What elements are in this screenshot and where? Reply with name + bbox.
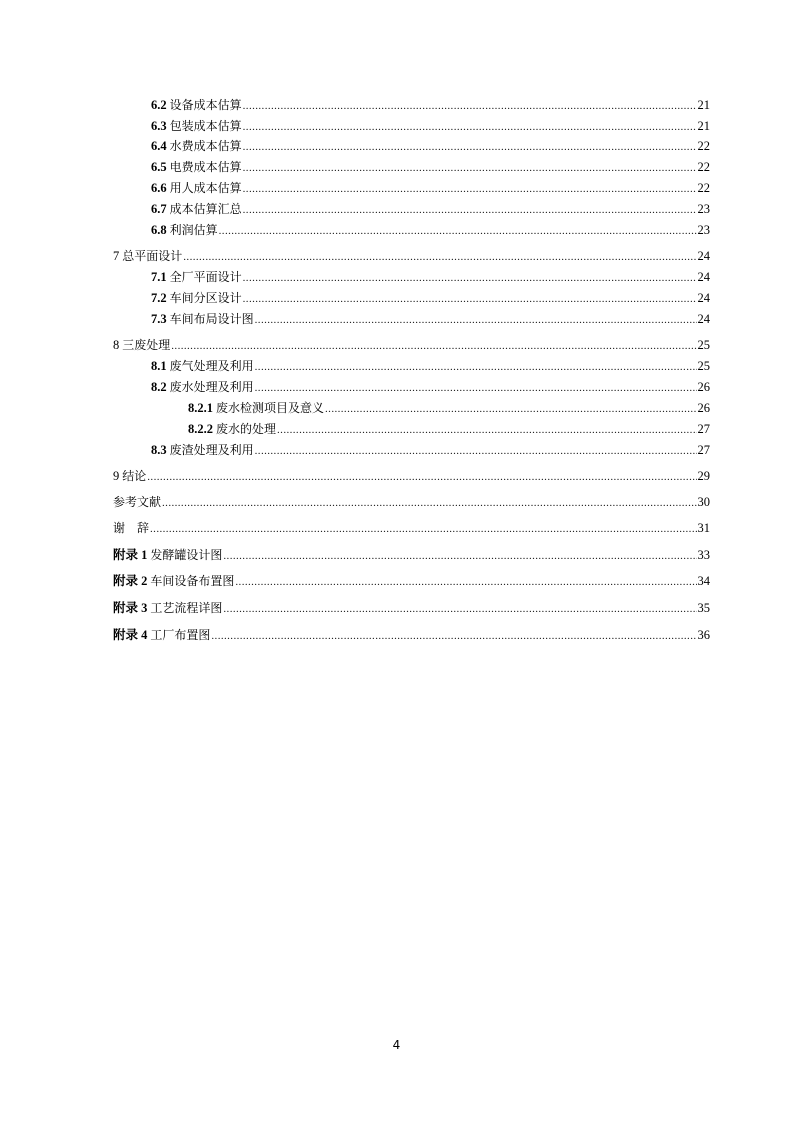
toc-entry-title: 设备成本估算 [169, 98, 242, 112]
toc-entry-number: 7.3 [151, 312, 167, 326]
toc-entry-number: 8.2.2 [188, 422, 213, 436]
toc-entry-page: 27 [697, 422, 710, 436]
toc-entry[interactable] [151, 158, 710, 176]
toc-entry-title: 车间分区设计 [169, 291, 242, 305]
toc-entry[interactable] [151, 179, 710, 197]
toc-entry-page: 24 [697, 270, 710, 284]
toc-dot-leader [171, 337, 696, 355]
toc-entry-title: 车间设备布置图 [150, 574, 235, 588]
toc-entry[interactable] [188, 420, 710, 438]
toc-entry-title: 工艺流程详图 [150, 601, 223, 615]
toc-entry-page: 26 [697, 380, 710, 394]
toc-dot-leader [211, 627, 696, 645]
toc-entry-title: 废水的处理 [216, 422, 277, 436]
toc-entry-title: 包装成本估算 [169, 119, 242, 133]
toc-entry-number: 7.2 [151, 291, 167, 305]
toc-entry[interactable] [151, 378, 710, 396]
toc-entry-page: 33 [697, 548, 710, 562]
toc-entry-title: 废水检测项目及意义 [216, 401, 325, 415]
toc-entry-number: 6.2 [151, 98, 167, 112]
toc-entry-page: 25 [697, 338, 710, 352]
toc-entry[interactable] [113, 467, 710, 485]
toc-dot-leader [255, 358, 697, 376]
toc-entry-number: 8 [113, 338, 120, 352]
toc-entry-title: 三废处理 [122, 338, 171, 352]
toc-entry-number: 8.3 [151, 443, 167, 457]
toc-entry-number: 6.6 [151, 181, 167, 195]
toc-entry[interactable] [151, 357, 710, 375]
toc-entry-title: 水费成本估算 [169, 139, 242, 153]
toc-entry[interactable] [113, 546, 710, 564]
toc-entry-title: 利润估算 [169, 223, 218, 237]
toc-entry[interactable] [188, 399, 710, 417]
toc-entry-title: 工厂布置图 [150, 628, 211, 642]
toc-entry[interactable] [113, 626, 710, 644]
toc-entry-number: 7 [113, 249, 120, 263]
toc-entry-page: 24 [697, 291, 710, 305]
toc-entry[interactable] [113, 247, 710, 265]
toc-dot-leader [235, 573, 696, 591]
toc-entry[interactable] [113, 599, 710, 617]
toc-dot-leader [255, 442, 697, 460]
toc-dot-leader [243, 159, 697, 177]
toc-entry[interactable] [113, 519, 710, 537]
toc-entry-title: 成本估算汇总 [169, 202, 242, 216]
toc-dot-leader [277, 421, 696, 439]
toc-dot-leader [183, 248, 696, 266]
toc-entry-number: 附录 1 [113, 548, 148, 562]
toc-entry[interactable] [151, 310, 710, 328]
toc-entry-page: 35 [697, 601, 710, 615]
toc-dot-leader [223, 600, 696, 618]
toc-entry-title: 车间布局设计图 [169, 312, 254, 326]
toc-entry[interactable] [113, 336, 710, 354]
toc-entry-page: 22 [697, 139, 710, 153]
toc-entry[interactable] [151, 137, 710, 155]
toc-entry-title: 谢 辞 [113, 521, 150, 535]
toc-dot-leader [255, 379, 697, 397]
toc-entry-page: 36 [697, 628, 710, 642]
toc-entry-number: 6.8 [151, 223, 167, 237]
toc-dot-leader [255, 311, 697, 329]
toc-dot-leader [223, 547, 696, 565]
toc-entry-page: 29 [697, 469, 710, 483]
toc-entry-page: 22 [697, 160, 710, 174]
toc-entry-page: 21 [697, 98, 710, 112]
toc-entry-page: 21 [697, 119, 710, 133]
toc-entry[interactable] [151, 96, 710, 114]
toc-entry-title: 废渣处理及利用 [169, 443, 254, 457]
toc-entry-page: 27 [697, 443, 710, 457]
toc-dot-leader [162, 494, 696, 512]
toc-dot-leader [243, 118, 697, 136]
toc-dot-leader [243, 269, 697, 287]
toc-entry-title: 参考文献 [113, 495, 162, 509]
toc-dot-leader [243, 97, 697, 115]
toc-dot-leader [243, 290, 697, 308]
toc-entry-number: 8.2.1 [188, 401, 213, 415]
toc-dot-leader [325, 400, 696, 418]
toc-entry-title: 全厂平面设计 [169, 270, 242, 284]
toc-entry-number: 7.1 [151, 270, 167, 284]
toc-entry-number: 附录 3 [113, 601, 148, 615]
toc-dot-leader [147, 468, 696, 486]
toc-entry-number: 附录 2 [113, 574, 148, 588]
toc-entry-page: 24 [697, 249, 710, 263]
toc-entry-title: 结论 [122, 469, 147, 483]
toc-dot-leader [150, 520, 696, 538]
toc-entry[interactable] [151, 441, 710, 459]
toc-entry-title: 废气处理及利用 [169, 359, 254, 373]
toc-entry-title: 总平面设计 [122, 249, 183, 263]
toc-entry-number: 6.7 [151, 202, 167, 216]
toc-dot-leader [219, 222, 697, 240]
toc-entry-page: 23 [697, 223, 710, 237]
toc-entry-number: 6.4 [151, 139, 167, 153]
toc-entry-number: 6.3 [151, 119, 167, 133]
toc-entry[interactable] [113, 493, 710, 511]
toc-entry-number: 附录 4 [113, 628, 148, 642]
toc-entry[interactable] [151, 268, 710, 286]
toc-entry-page: 34 [697, 574, 710, 588]
toc-entry[interactable] [151, 200, 710, 218]
toc-entry-page: 23 [697, 202, 710, 216]
toc-entry-title: 废水处理及利用 [169, 380, 254, 394]
toc-entry-page: 25 [697, 359, 710, 373]
toc-entry-number: 6.5 [151, 160, 167, 174]
toc-entry-page: 24 [697, 312, 710, 326]
toc-entry-title: 用人成本估算 [169, 181, 242, 195]
toc-dot-leader [243, 180, 697, 198]
toc-dot-leader [243, 138, 697, 156]
toc-entry-number: 8.2 [151, 380, 167, 394]
toc-entry-number: 8.1 [151, 359, 167, 373]
toc-entry-page: 30 [697, 495, 710, 509]
toc-entry-page: 26 [697, 401, 710, 415]
toc-entry[interactable] [113, 572, 710, 590]
page-number: 4 [392, 1038, 401, 1052]
toc-entry[interactable] [151, 289, 710, 307]
toc-entry-page: 22 [697, 181, 710, 195]
toc-entry[interactable] [151, 117, 710, 135]
toc-entry-number: 9 [113, 469, 120, 483]
toc-entry[interactable] [151, 221, 710, 239]
toc-entry-title: 电费成本估算 [169, 160, 242, 174]
toc-entry-title: 发酵罐设计图 [150, 548, 223, 562]
toc-dot-leader [243, 201, 697, 219]
toc-entry-page: 31 [697, 521, 710, 535]
